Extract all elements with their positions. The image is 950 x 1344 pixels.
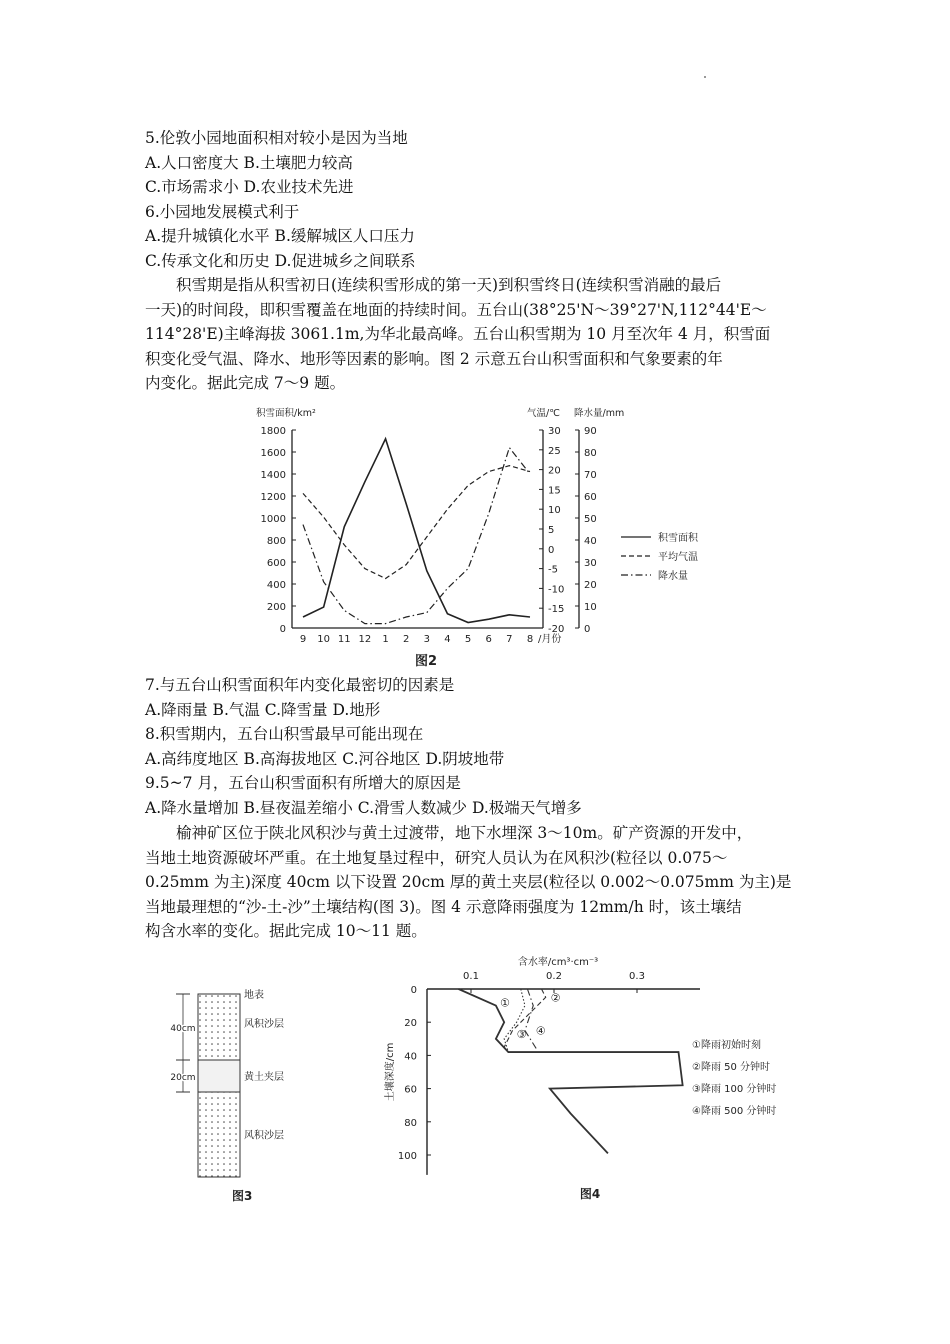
sand-layer-bottom [198, 1092, 240, 1177]
figure-caption: 图2 [414, 654, 438, 669]
tick-label: 20 [584, 580, 597, 591]
x-tick-label: 7 [506, 634, 513, 645]
text-line: 构含水率的变化。据此完成 10～11 题。 [145, 922, 427, 941]
tick-label: 0 [279, 624, 286, 635]
tick-label: 80 [584, 448, 597, 459]
tick-label: 90 [584, 426, 597, 437]
x-tick-label: 5 [464, 634, 472, 645]
legend-label: ③降雨 100 分钟时 [692, 1084, 777, 1095]
curve-marker: ④ [535, 1024, 546, 1038]
text-line: 一天)的时间段，即积雪覆盖在地面的持续时间。五台山(38°25'N～39°27'N,112°44'E～ [145, 300, 767, 319]
text-line: 当地土地资源破坏严重。在土地复垦过程中，研究人员认为在风积沙(粒径以 0.075～ [145, 848, 728, 867]
tick-label: -5 [548, 564, 558, 576]
text-line: A.提升城镇化水平 B.缓解城区人口压力 [145, 227, 415, 246]
text-line: 内变化。据此完成 7～9 题。 [145, 374, 346, 393]
x-tick-label: 11 [337, 634, 351, 645]
text-line: 榆神矿区位于陕北风积沙与黄土过渡带，地下水埋深 3～10m。矿产资源的开发中， [176, 824, 753, 842]
tick-label: -15 [548, 604, 565, 616]
label-sand: 风积沙层 [244, 1019, 284, 1030]
text-line: A.降雨量 B.气温 C.降雪量 D.地形 [145, 700, 381, 719]
text-line: 7.与五台山积雪面积年内变化最密切的因素是 [145, 676, 455, 694]
tick-label: 1400 [260, 470, 286, 481]
tick-label: 30 [584, 558, 597, 569]
x-tick-label: 3 [423, 634, 431, 645]
tick-label: 400 [266, 580, 286, 591]
tick-label: 1200 [260, 492, 286, 503]
tick-label: -20 [548, 624, 565, 635]
label-surface: 地表 [244, 990, 264, 1001]
x-tick-label: 0.3 [629, 971, 645, 982]
text-line: A.降水量增加 B.昼夜温差缩小 C.滑雪人数减少 D.极端天气增多 [145, 798, 582, 817]
tick-label: 60 [584, 492, 597, 503]
tick-label: 10 [548, 505, 561, 517]
curve-marker: ③ [516, 1027, 527, 1041]
tick-label: 0 [584, 624, 591, 635]
label-sand: 风积沙层 [244, 1130, 284, 1142]
moisture-curve [459, 989, 683, 1153]
axis-title-temp: 气温/℃ [527, 408, 560, 419]
text-line: 当地最理想的“沙-土-沙”土壤结构(图 3)。图 4 示意降雨强度为 12mm/h 时，该土壤结 [145, 897, 742, 916]
y-axis-title: 土壤深度/cm [385, 1042, 396, 1102]
tick-label: 200 [266, 602, 286, 613]
sand-layer-top [198, 994, 240, 1060]
text-line: 6.小园地发展模式利于 [145, 202, 300, 221]
questions-7-9 [145, 673, 825, 821]
x-tick-label: 0.2 [546, 971, 562, 982]
x-tick-label: 4 [444, 634, 451, 645]
tick-label: 1000 [260, 514, 286, 525]
figures-3-4 [0, 940, 950, 1220]
series-dashed [303, 466, 530, 579]
series-solid [303, 439, 530, 623]
legend-label: ①降雨初始时刻 [692, 1040, 761, 1051]
tick-label: 1800 [260, 426, 286, 437]
tick-label: 30 [548, 426, 561, 437]
loess-layer [198, 1060, 240, 1092]
moisture-curve [525, 989, 537, 1050]
legend-label: 平均气温 [658, 552, 698, 563]
text-line: A.高纬度地区 B.高海拔地区 C.河谷地区 D.阴坡地带 [145, 749, 505, 768]
x-tick-label: 9 [299, 634, 307, 645]
y-tick-label: 40 [404, 1051, 417, 1063]
x-tick-label: 1 [382, 634, 389, 645]
moisture-curve [504, 989, 546, 1052]
tick-label: 25 [548, 445, 561, 457]
axis-title-precip: 降水量/mm [574, 408, 625, 419]
x-tick-label: 8 [526, 634, 534, 645]
x-tick-label: 12 [358, 634, 372, 645]
x-axis-title: 含水率/cm³·cm⁻³ [517, 957, 599, 968]
tick-label: 1600 [260, 448, 286, 459]
text-line: 积雪期是指从积雪初日(连续积雪形成的第一天)到积雪终日(连续积雪消融的最后 [176, 276, 722, 294]
tick-label: 15 [548, 485, 561, 497]
tick-label: 40 [584, 536, 597, 547]
figure-caption: 图3 [232, 1189, 253, 1203]
passage-soil [145, 821, 825, 944]
curve-marker: ② [550, 991, 561, 1005]
tick-label: 20 [548, 465, 561, 477]
tick-label: 70 [584, 470, 597, 481]
legend-label: 降水量 [658, 571, 688, 582]
x-tick-label: 2 [402, 634, 410, 645]
dimension-40cm: 40cm [170, 1024, 196, 1034]
y-tick-label: 0 [410, 985, 417, 996]
tick-label: 600 [266, 558, 286, 569]
tick-label: 5 [548, 525, 555, 536]
text-line: A.人口密度大 B.土壤肥力较高 [145, 153, 353, 172]
y-tick-label: 80 [404, 1117, 417, 1129]
text-line: 积变化受气温、降水、地形等因素的影响。图 2 示意五台山积雪面积和气象要素的年 [145, 349, 723, 368]
y-tick-label: 60 [404, 1084, 417, 1096]
text-line: 5.伦敦小园地面积相对较小是因为当地 [145, 129, 408, 147]
tick-label: -10 [548, 584, 565, 596]
tick-label: 800 [266, 536, 286, 547]
dimension-20cm: 20cm [170, 1073, 196, 1083]
tick-label: 10 [584, 602, 597, 613]
text-line: C.市场需求小 D.农业技术先进 [145, 178, 354, 197]
x-tick-label: 6 [485, 634, 492, 645]
x-axis-title: /月份 [538, 634, 562, 645]
y-tick-label: 20 [404, 1018, 417, 1030]
y-tick-label: 100 [397, 1151, 417, 1162]
text-line: C.传承文化和历史 D.促进城乡之间联系 [145, 251, 416, 270]
legend-label: ④降雨 500 分钟时 [692, 1106, 777, 1117]
label-loess: 黄土夹层 [244, 1072, 284, 1083]
axis-title-left: 积雪面积/km² [256, 408, 316, 419]
tick-label: 50 [584, 514, 597, 525]
x-tick-label: 10 [317, 634, 331, 645]
legend-label: ②降雨 50 分钟时 [692, 1062, 771, 1073]
x-tick-label: 0.1 [463, 971, 479, 982]
text-line: 114°28'E)主峰海拔 3061.1m,为华北最高峰。五台山积雪期为 10 月至次年 4 月，积雪面 [145, 325, 771, 344]
text-line: 0.25mm 为主)深度 40cm 以下设置 20cm 厚的黄土夹层(粒径以 0.002～0.075mm 为主)是 [145, 873, 792, 892]
legend-label: 积雪面积 [658, 533, 698, 544]
tick-label: 0 [548, 544, 555, 556]
text-line: 8.积雪期内，五台山积雪最早可能出现在 [145, 725, 424, 744]
curve-marker: ① [500, 996, 510, 1010]
figure-caption: 图4 [579, 1187, 601, 1201]
text-line: 9.5~7 月，五台山积雪面积有所增大的原因是 [145, 774, 461, 793]
